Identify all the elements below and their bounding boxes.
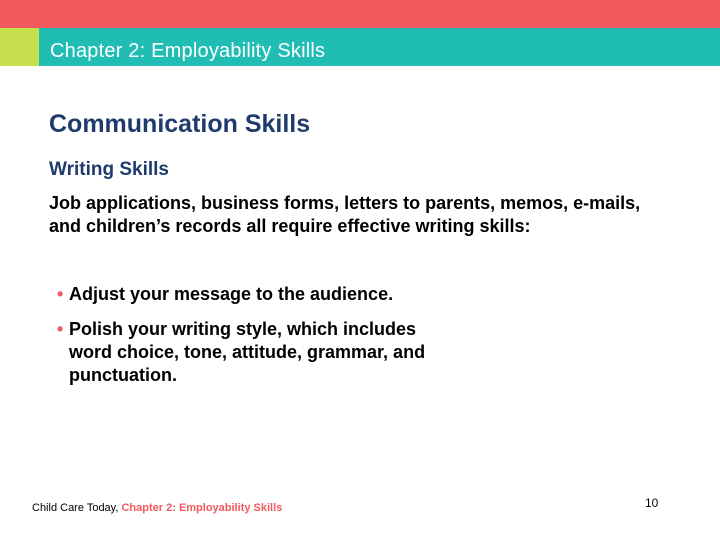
slide-subtitle: Writing Skills: [49, 159, 170, 180]
bullet-item: [57, 318, 457, 387]
bullet-marker: •: [57, 284, 64, 304]
bullet-text: Adjust your message to the audience.: [69, 284, 394, 304]
bullet-list: [57, 283, 457, 399]
page-number: 10: [645, 496, 659, 510]
footer-chapter: Chapter 2: Employability Skills: [121, 502, 283, 514]
chapter-title: Chapter 2: Employability Skills: [50, 40, 326, 62]
footer-book-title: Child Care Today,: [32, 502, 119, 514]
bullet-text: Polish your writing style, which includes word choice, tone, attitude, grammar, and punctuation.: [69, 319, 426, 385]
slide-title: Communication Skills: [49, 110, 311, 138]
footer-citation: [32, 502, 282, 514]
header-accent-block: [0, 28, 39, 66]
bullet-marker: •: [57, 319, 64, 339]
top-color-bar: [0, 0, 720, 28]
bullet-item: [57, 283, 457, 306]
intro-paragraph: Job applications, business forms, letters to parents, memos, e-mails, and children’s records all require effective writing skills:: [49, 193, 641, 236]
